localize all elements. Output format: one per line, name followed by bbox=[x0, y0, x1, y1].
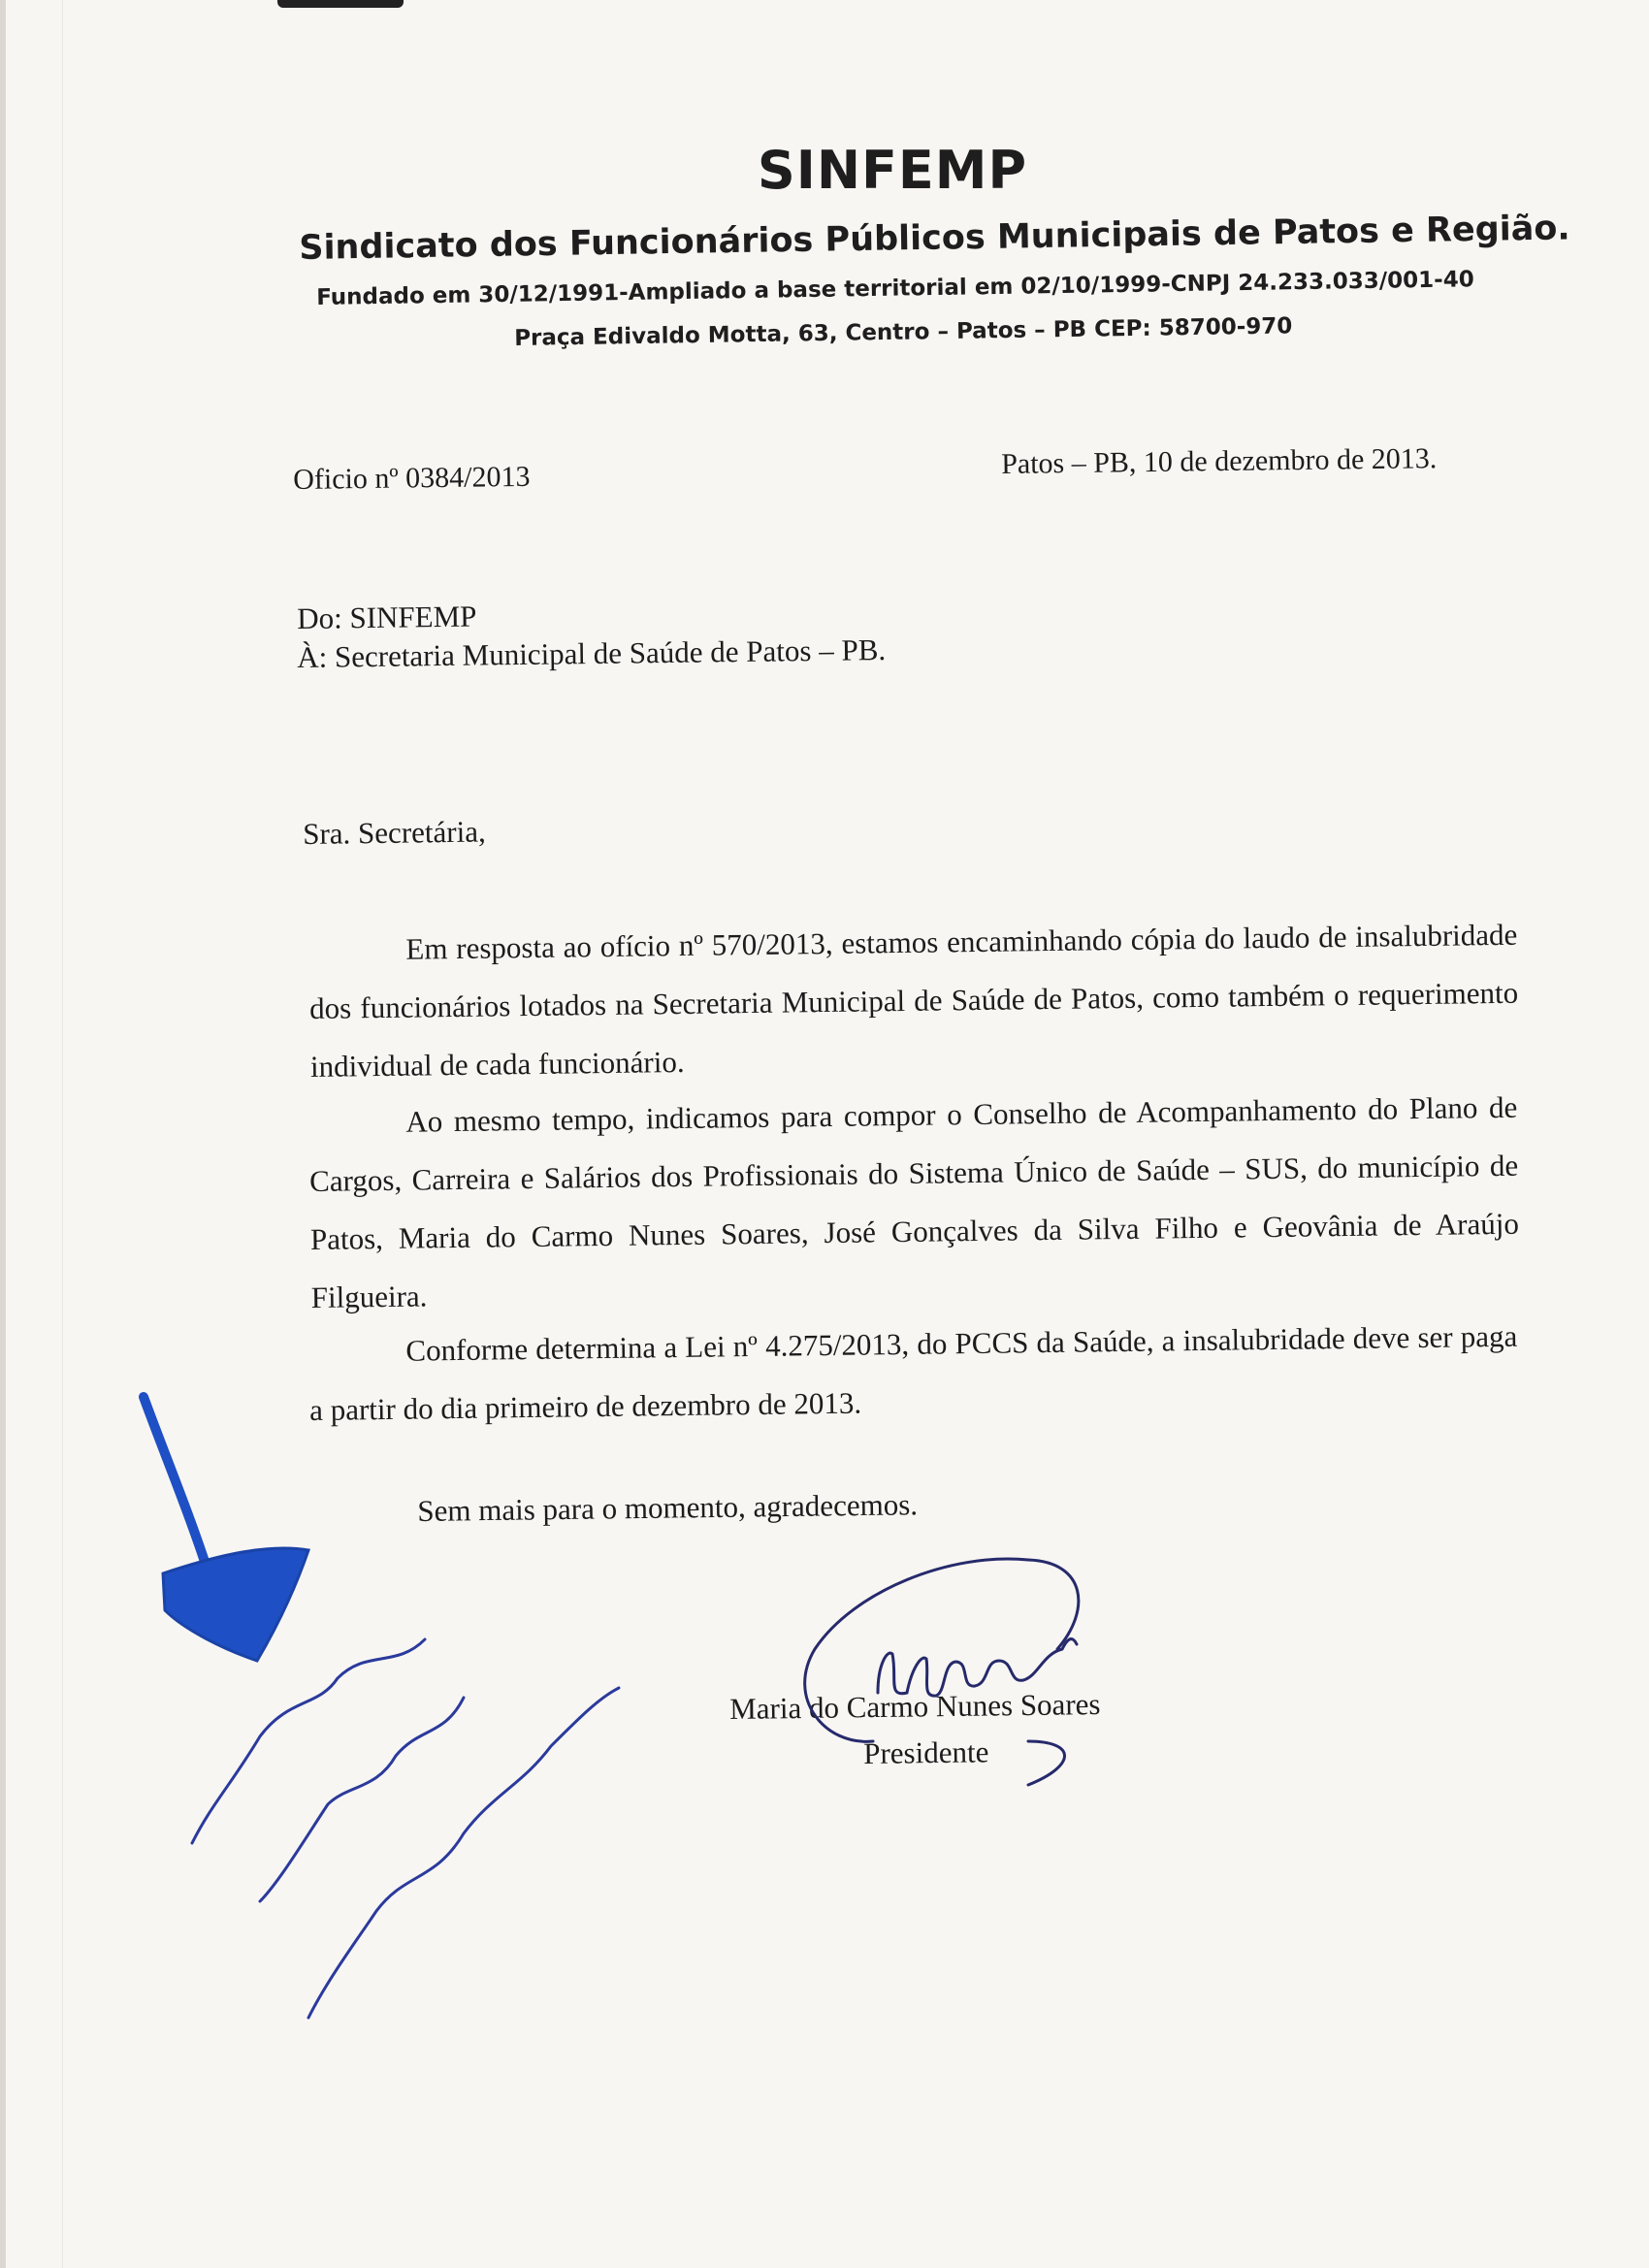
page-fold-line bbox=[62, 0, 63, 2268]
letterhead-title: SINFEMP bbox=[757, 140, 1028, 201]
letterhead-founding-line: Fundado em 30/12/1991-Ampliado a base territorial em 02/10/1999-CNPJ 24.233.033/001-40 bbox=[316, 267, 1474, 310]
letter-from: Do: SINFEMP bbox=[297, 599, 477, 635]
top-ink-mark bbox=[277, 0, 404, 8]
body-paragraph-2-text: Ao mesmo tempo, indicamos para compor o Conselho de Acompanhamento do Plano de Cargos, Carreira e Salários dos Profissionais do Sistema Único de Saúde – SUS, do município de Patos, Maria do Carmo Nunes Soares, José Gonçalves da Silva Filho e Geovânia de Araújo Filgueira. bbox=[308, 1089, 1520, 1314]
signer-name: Maria do Carmo Nunes Soares bbox=[729, 1686, 1101, 1726]
body-paragraph-3-text: Conforme determina a Lei nº 4.275/2013, do PCCS da Saúde, a insalubridade deve ser paga a partir do dia primeiro de dezembro de 2013. bbox=[308, 1318, 1518, 1427]
handwritten-receipt bbox=[173, 1591, 658, 2037]
body-paragraph-1 bbox=[308, 906, 1519, 1096]
body-paragraph-1-text: Em resposta ao ofício nº 570/2013, estamos encaminhando cópia do laudo de insalubridade dos funcionários lotados na Secretaria Municipal de Saúde de Patos, como também o requerimento individual de cada funcionário. bbox=[308, 917, 1519, 1084]
letter-date: Patos – PB, 10 de dezembro de 2013. bbox=[1001, 442, 1438, 480]
body-paragraph-2 bbox=[308, 1079, 1520, 1327]
letter-salutation: Sra. Secretária, bbox=[303, 814, 486, 851]
letter-reference: Oficio nº 0384/2013 bbox=[293, 460, 531, 496]
body-closing: Sem mais para o momento, agradecemos. bbox=[417, 1487, 919, 1528]
body-paragraph-3 bbox=[308, 1308, 1518, 1440]
letterhead-org-name: Sindicato dos Funcionários Públicos Municipais de Patos e Região. bbox=[299, 209, 1570, 268]
letterhead-address: Praça Edivaldo Motta, 63, Centro – Patos – PB CEP: 58700-970 bbox=[514, 313, 1293, 351]
signer-role: Presidente bbox=[863, 1734, 989, 1770]
page-shadow bbox=[0, 0, 6, 2268]
letter-to: À: Secretaria Municipal de Saúde de Patos – PB. bbox=[297, 632, 887, 674]
